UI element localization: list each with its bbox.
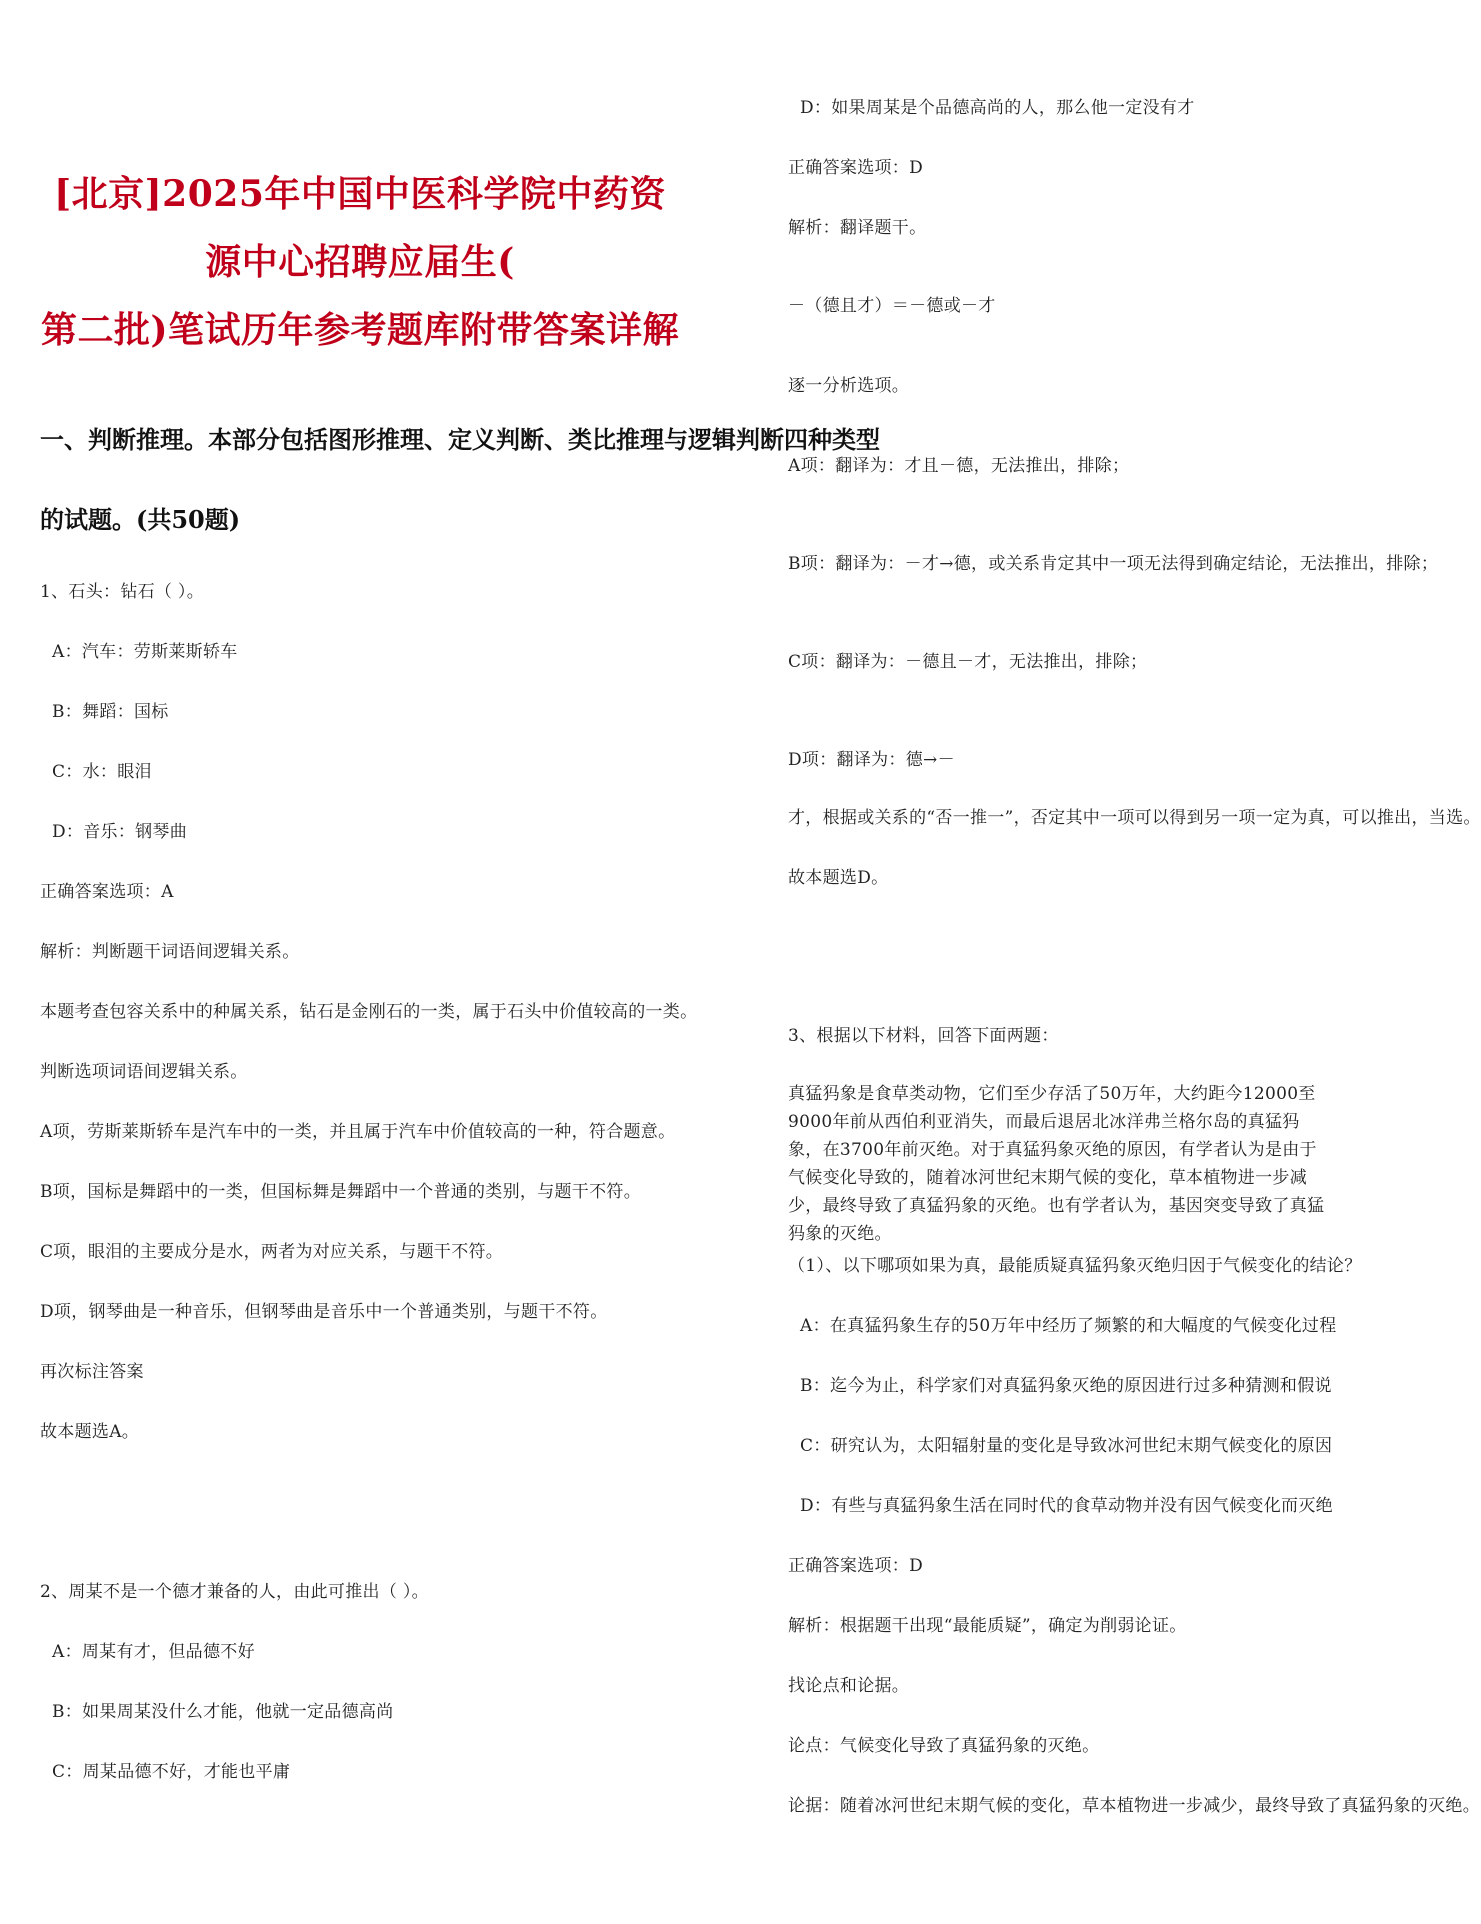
section-heading-line-1: 一、判断推理。本部分包括图形推理、定义判断、类比推理与逻辑判断四种类型 [40,425,880,454]
question-1-analysis-line: B项，国标是舞蹈中的一类，但国标舞是舞蹈中一个普通的类别，与题干不符。 [40,1182,641,1202]
section-heading-line-2: 的试题。(共50题) [40,505,241,534]
question-3-option-c: C：研究认为，太阳辐射量的变化是导致冰河世纪末期气候变化的原因 [800,1436,1333,1456]
question-2-analysis-line: B项：翻译为：－才→德，或关系肯定其中一项无法得到确定结论，无法推出，排除； [788,554,1439,574]
question-3-option-d: D：有些与真猛犸象生活在同时代的食草动物并没有因气候变化而灭绝 [800,1496,1333,1516]
question-3-material: 真猛犸象是食草类动物，它们至少存活了50万年，大约距今12000至9000年前从西伯利亚消失，而最后退居北冰洋弗兰格尔岛的真猛犸象，在3700年前灭绝。对于真猛犸象灭绝的原因，有学者认为是由于气候变化导致的，随着冰河世纪末期气候的变化，草本植物进一步减少，最终导致了真猛犸象的灭绝。也有学者认为，基因突变导致了真猛犸象的灭绝。 [788,1084,1325,1244]
question-2-analysis-line: C项：翻译为：－德且－才，无法推出，排除； [788,652,1148,672]
question-2-analysis-line: 故本题选D。 [788,868,889,888]
question-3-answer: 正确答案选项：D [788,1556,924,1576]
question-3-option-a: A：在真猛犸象生存的50万年中经历了频繁的和大幅度的气候变化过程 [800,1316,1337,1336]
question-3-analysis-line: 论据：随着冰河世纪末期气候的变化，草本植物进一步减少，最终导致了真猛犸象的灭绝。 [788,1796,1480,1816]
title-line-2: 第二批)笔试历年参考题库附带答案详解 [40,309,680,351]
question-3-sub-question: （1）、以下哪项如果为真，最能质疑真猛犸象灭绝归因于气候变化的结论？ [788,1256,1362,1276]
question-3-analysis-line: 论点：气候变化导致了真猛犸象的灭绝。 [788,1736,1100,1756]
question-1-option-a: A：汽车：劳斯莱斯轿车 [52,642,238,662]
document-title [40,160,680,364]
question-1-analysis-line: 解析：判断题干词语间逻辑关系。 [40,942,300,962]
question-2-option-b: B：如果周某没什么才能，他就一定品德高尚 [52,1702,394,1722]
question-3-analysis-line: 解析：根据题干出现“最能质疑”，确定为削弱论证。 [788,1616,1187,1636]
question-1-option-c: C：水：眼泪 [52,762,152,782]
question-1-analysis-line: C项，眼泪的主要成分是水，两者为对应关系，与题干不符。 [40,1242,504,1262]
question-1-stem: 1、石头：钻石（ ）。 [40,582,205,602]
question-2-analysis-line: 才，根据或关系的“否一推一”，否定其中一项可以得到另一项一定为真，可以推出，当选。 [788,808,1481,828]
question-1-analysis-line: 本题考查包容关系中的种属关系，钻石是金刚石的一类，属于石头中价值较高的一类。 [40,1002,698,1022]
question-1-analysis-line: D项，钢琴曲是一种音乐，但钢琴曲是音乐中一个普通类别，与题干不符。 [40,1302,608,1322]
question-2-option-d: D：如果周某是个品德高尚的人，那么他一定没有才 [800,98,1195,118]
question-1-analysis-line: A项，劳斯莱斯轿车是汽车中的一类，并且属于汽车中价值较高的一种，符合题意。 [40,1122,676,1142]
question-3-stem: 3、根据以下材料，回答下面两题： [788,1026,1059,1046]
question-1-analysis-line: 再次标注答案 [40,1362,144,1382]
question-2-analysis-line: －（德且才）＝－德或－才 [788,296,996,316]
question-3-option-b: B：迄今为止，科学家们对真猛犸象灭绝的原因进行过多种猜测和假说 [800,1376,1332,1396]
question-2-answer: 正确答案选项：D [788,158,924,178]
question-2-analysis-line: 逐一分析选项。 [788,376,910,396]
question-2-stem: 2、周某不是一个德才兼备的人，由此可推出（ ）。 [40,1582,429,1602]
question-2-analysis-line: 解析：翻译题干。 [788,218,927,238]
question-2-option-c: C：周某品德不好，才能也平庸 [52,1762,291,1782]
question-2-analysis-line: D项：翻译为：德→－ [788,750,955,770]
question-1-option-b: B：舞蹈：国标 [52,702,169,722]
question-1-analysis-line: 故本题选A。 [40,1422,140,1442]
question-3-analysis-line: 找论点和论据。 [788,1676,910,1696]
question-2-option-a: A：周某有才，但品德不好 [52,1642,255,1662]
question-2-analysis-line: A项：翻译为：才且－德，无法推出，排除； [788,456,1130,476]
title-line-1: [北京]2025年中国中医科学院中药资源中心招聘应届生( [54,173,666,283]
question-1-analysis-line: 判断选项词语间逻辑关系。 [40,1062,248,1082]
question-1-option-d: D：音乐：钢琴曲 [52,822,188,842]
question-1-answer: 正确答案选项：A [40,882,174,902]
